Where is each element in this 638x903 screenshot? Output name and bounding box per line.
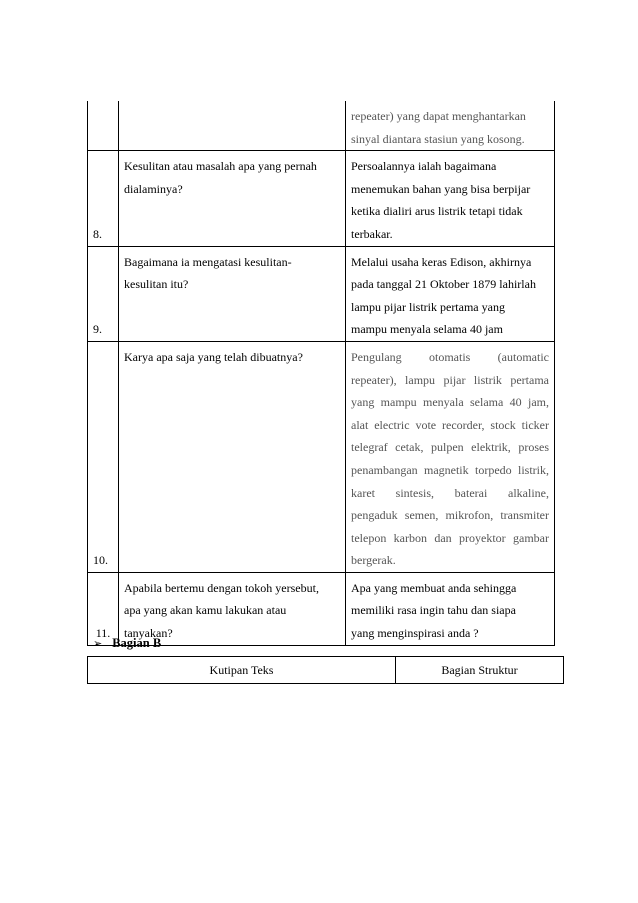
answer-line: sinyal diantara stasiun yang kosong. xyxy=(351,131,525,146)
row-number: 11. xyxy=(88,572,119,645)
question-line: Apabila bertemu dengan tokoh yersebut, xyxy=(124,580,319,595)
question-line: tanyakan? xyxy=(124,626,173,641)
column-header-bagian-struktur: Bagian Struktur xyxy=(396,657,564,684)
question-cell xyxy=(119,572,346,645)
answer-line: Persoalannya ialah bagaimana xyxy=(351,159,497,174)
table-row xyxy=(88,151,555,246)
structure-table-header xyxy=(88,657,564,684)
answer-line: alat electric vote recorder, stock ticker xyxy=(351,417,549,432)
answer-line: karet sintesis, baterai alkaline, xyxy=(351,485,549,500)
row-number: 8. xyxy=(88,151,119,246)
table-row xyxy=(88,101,555,151)
section-b-title: Bagian B xyxy=(112,636,162,650)
question-line: Kesulitan atau masalah apa yang pernah xyxy=(124,159,317,174)
answer-line: telegraf cetak, pulpen elektrik, proses xyxy=(351,440,549,455)
questions-table-body xyxy=(88,101,555,645)
column-header-kutipan-teks: Kutipan Teks xyxy=(88,657,396,684)
answer-line: lampu pijar listrik pertama yang xyxy=(351,299,505,314)
answer-line: terbakar. xyxy=(351,226,393,241)
answer-line: penambangan magnetik torpedo listrik, xyxy=(351,462,549,477)
answer-line: mampu menyala selama 40 jam xyxy=(351,322,503,337)
answer-line: yang menginspirasi anda ? xyxy=(351,626,479,641)
answer-cell xyxy=(346,341,555,572)
answer-line: yang mampu menyala selama 40 jam, xyxy=(351,395,549,410)
answer-cell xyxy=(346,572,555,645)
question-cell xyxy=(119,341,346,572)
answer-cell xyxy=(346,151,555,246)
answer-line: memiliki rasa ingin tahu dan siapa xyxy=(351,603,516,618)
answer-line: ketika dialiri arus listrik tetapi tidak xyxy=(351,204,523,219)
answer-line: pada tanggal 21 Oktober 1879 lahirlah xyxy=(351,277,536,292)
question-cell xyxy=(119,101,346,151)
question-cell xyxy=(119,246,346,341)
row-number xyxy=(88,101,119,151)
row-number: 10. xyxy=(88,341,119,572)
question-line: Bagaimana ia mengatasi kesulitan- xyxy=(124,254,292,269)
answer-line: Pengulang otomatis (automatic xyxy=(351,349,549,364)
answer-line: menemukan bahan yang bisa berpijar xyxy=(351,181,531,196)
answer-line: bergerak. xyxy=(351,553,396,568)
arrow-bullet-icon: ➢ xyxy=(93,638,103,650)
questions-table xyxy=(87,101,555,646)
question-cell xyxy=(119,151,346,246)
section-b-heading xyxy=(93,636,161,651)
answer-line: repeater) yang dapat menghantarkan xyxy=(351,109,526,123)
answer-line: pengaduk semen, mikrofon, transmiter xyxy=(351,508,549,523)
table-row xyxy=(88,246,555,341)
answer-cell xyxy=(346,246,555,341)
answer-line: repeater), lampu pijar listrik pertama xyxy=(351,372,549,387)
table-row xyxy=(88,341,555,572)
question-line: kesulitan itu? xyxy=(124,277,189,292)
table-row xyxy=(88,572,555,645)
question-line: Karya apa saja yang telah dibuatnya? xyxy=(124,349,303,364)
answer-line: Apa yang membuat anda sehingga xyxy=(351,580,517,595)
answer-line: telepon karbon dan proyektor gambar xyxy=(351,530,549,545)
answer-line: Melalui usaha keras Edison, akhirnya xyxy=(351,254,532,269)
structure-table xyxy=(87,656,564,684)
answer-cell xyxy=(346,101,555,151)
question-line: apa yang akan kamu lakukan atau xyxy=(124,603,287,618)
question-line: dialaminya? xyxy=(124,181,183,196)
row-number: 9. xyxy=(88,246,119,341)
